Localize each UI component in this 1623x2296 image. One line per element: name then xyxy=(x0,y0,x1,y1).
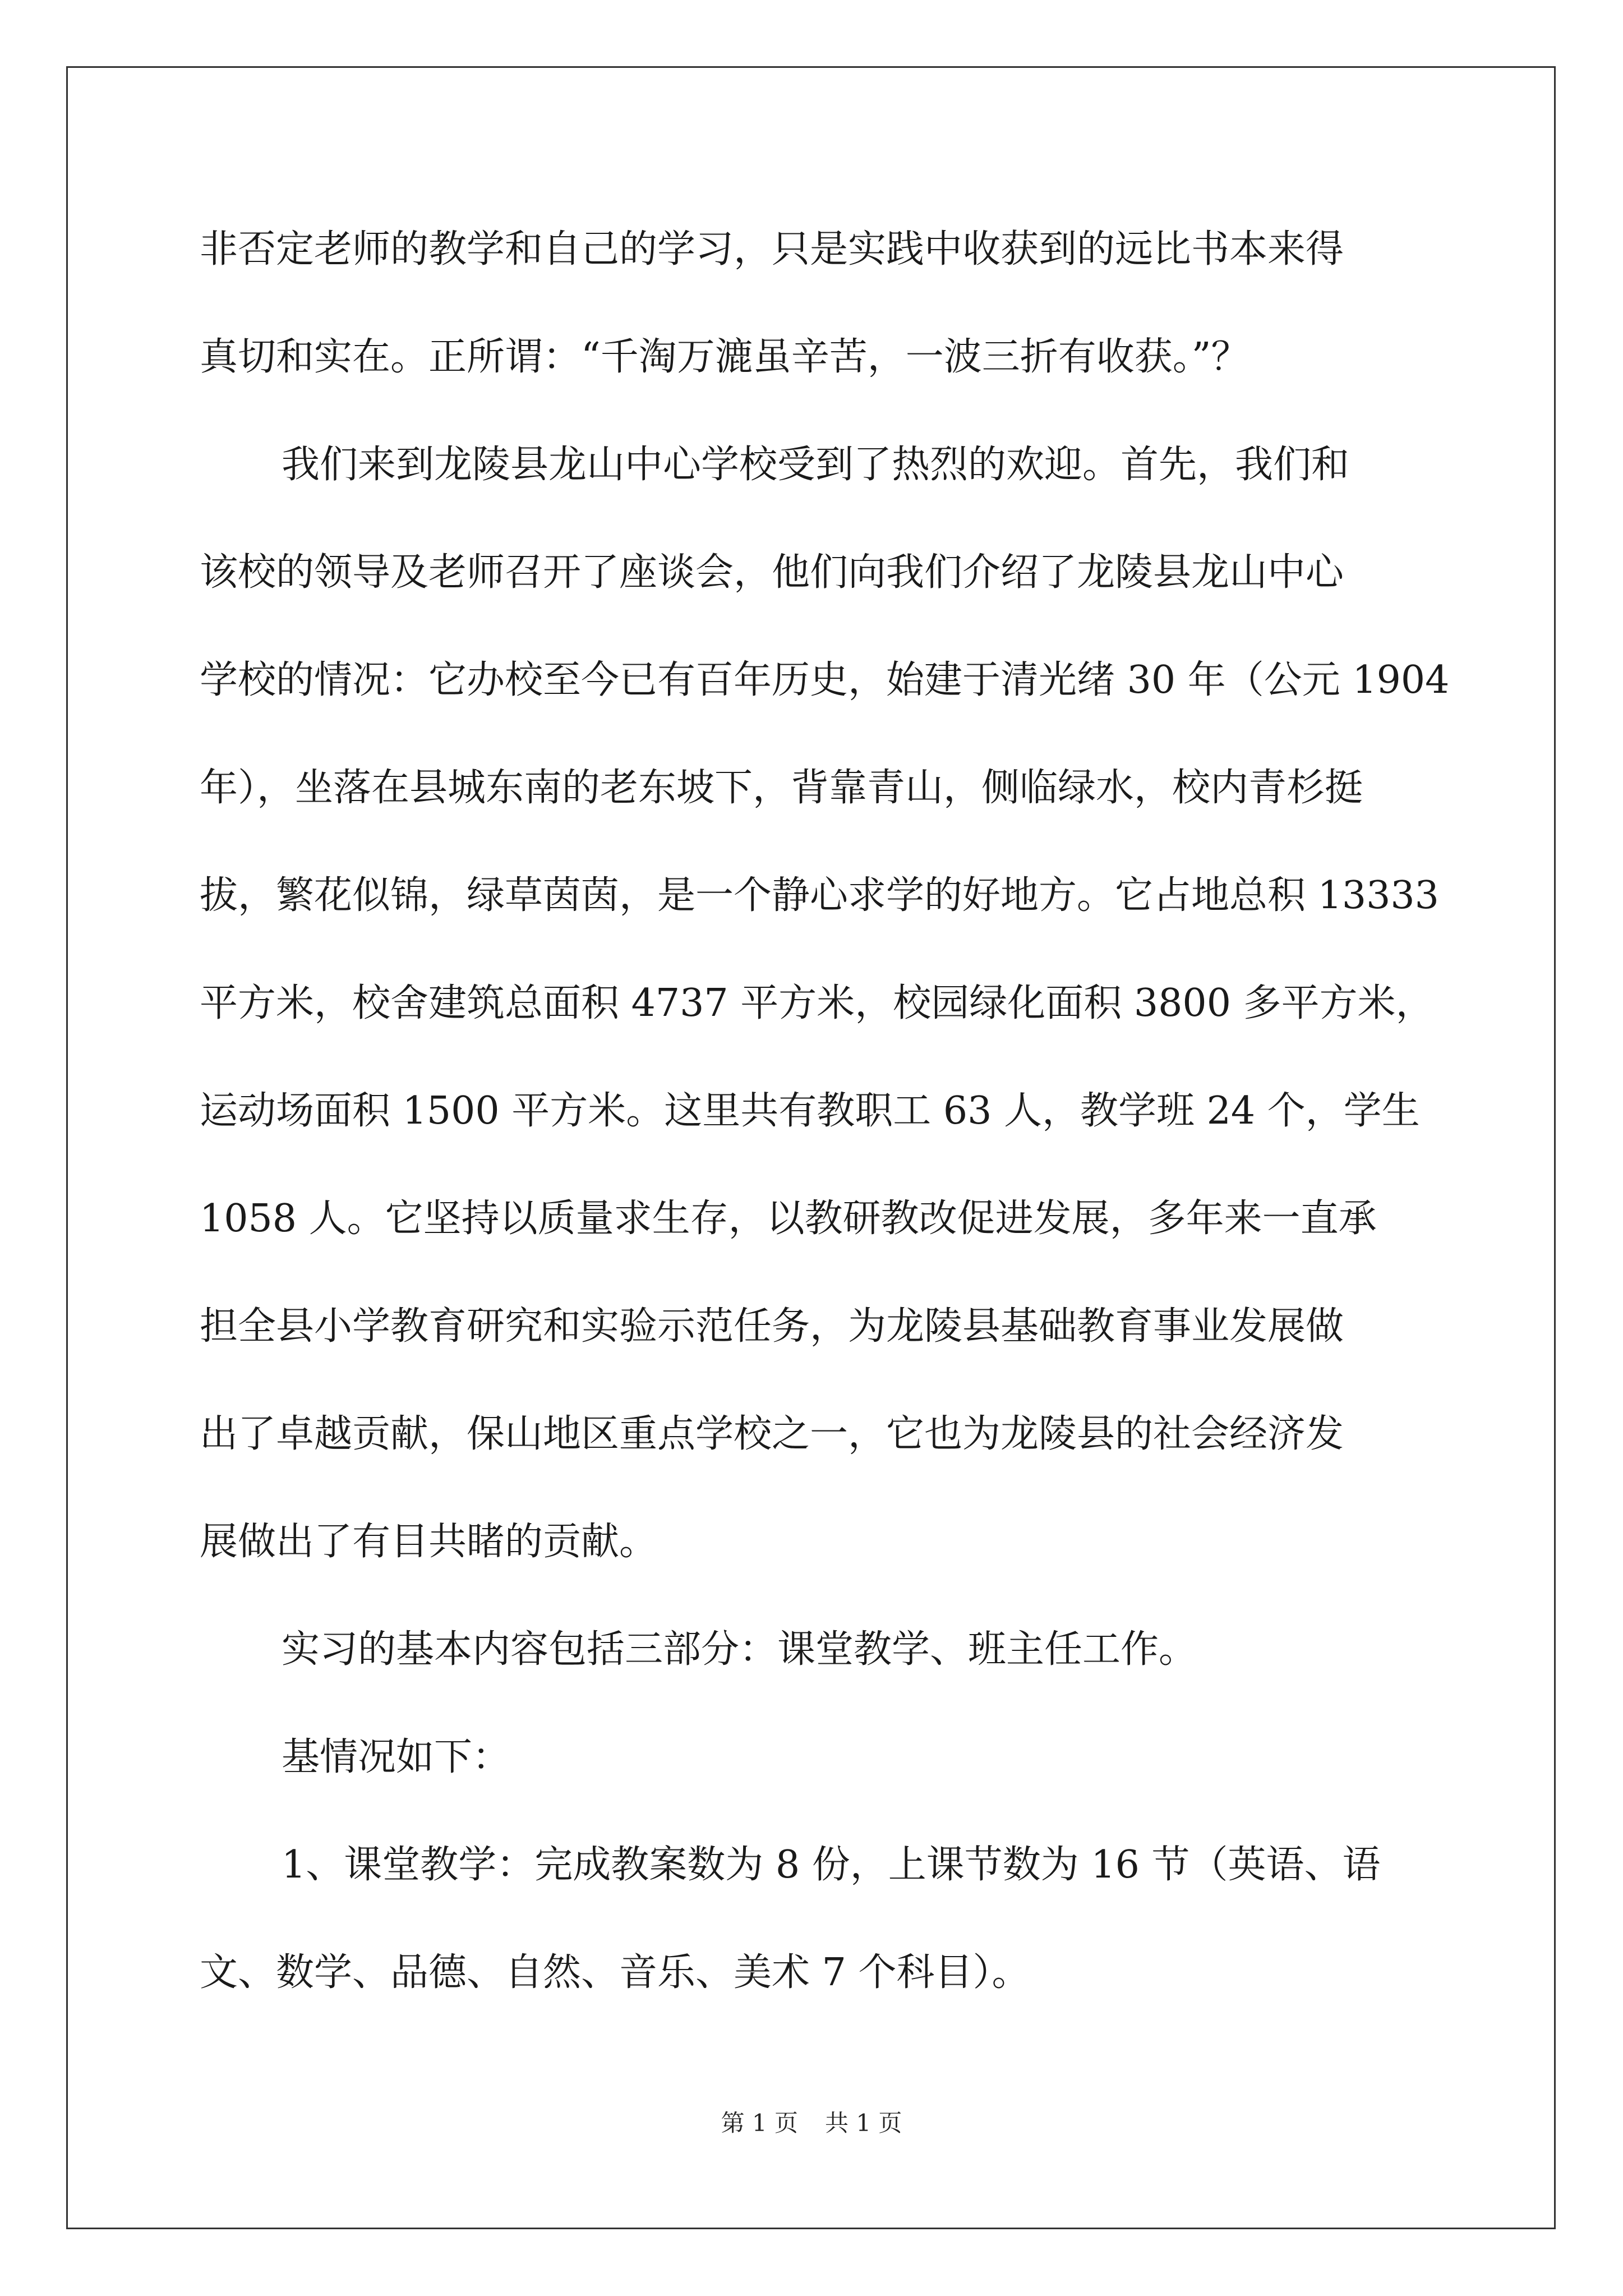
document-body xyxy=(200,219,1450,2050)
text-line: 担全县小学教育研究和实验示范任务，为龙陵县基础教育事业发展做 xyxy=(200,1304,1344,1349)
page-total: 共 1 页 xyxy=(825,2109,902,2137)
text-line: 出了卓越贡献，保山地区重点学校之一，它也为龙陵县的社会经济发 xyxy=(200,1412,1344,1456)
text-line: 平方米，校舍建筑总面积 4737 平方米，校园绿化面积 3800 多平方米， xyxy=(200,981,1434,1025)
page-footer xyxy=(0,2106,1623,2140)
text-line: 非否定老师的教学和自己的学习，只是实践中收获到的远比书本来得 xyxy=(200,227,1344,272)
text-line: 拔，繁花似锦，绿草茵茵，是一个静心求学的好地方。它占地总积 13333 xyxy=(200,873,1439,918)
text-line: 学校的情况：它办校至今已有百年历史，始建于清光绪 30 年（公元 1904 xyxy=(200,658,1450,702)
page-number: 第 1 页 xyxy=(721,2109,798,2137)
text-line: 1、课堂教学：完成教案数为 8 份，上课节数为 16 节（英语、语 xyxy=(282,1843,1381,1887)
text-line: 真切和实在。正所谓：“千淘万漉虽辛苦，一波三折有收获。”？ xyxy=(200,335,1249,379)
text-line: 基情况如下： xyxy=(282,1735,511,1779)
text-line: 运动场面积 1500 平方米。这里共有教职工 63 人，教学班 24 个，学生 xyxy=(200,1089,1420,1133)
text-line: 该校的领导及老师召开了座谈会，他们向我们介绍了龙陵县龙山中心 xyxy=(200,550,1344,595)
text-line: 1058 人。它坚持以质量求生存，以教研教改促进发展，多年来一直承 xyxy=(200,1197,1377,1241)
text-line: 展做出了有目共睹的贡献。 xyxy=(200,1520,658,1564)
text-line: 年），坐落在县城东南的老东坡下，背靠青山，侧临绿水，校内青杉挺 xyxy=(200,766,1363,810)
text-line: 我们来到龙陵县龙山中心学校受到了热烈的欢迎。首先，我们和 xyxy=(282,443,1350,487)
text-line: 文、数学、品德、自然、音乐、美术 7 个科目）。 xyxy=(200,1950,1030,1995)
text-line: 实习的基本内容包括三部分：课堂教学、班主任工作。 xyxy=(282,1627,1197,1672)
